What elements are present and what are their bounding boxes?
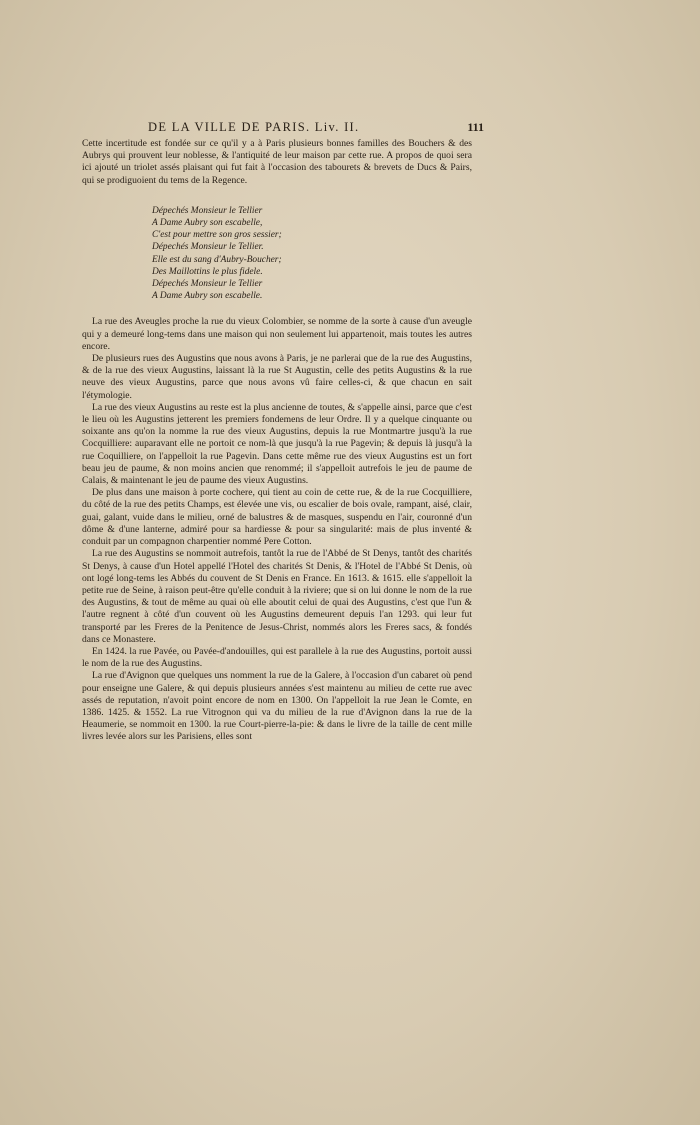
paragraph: La rue des Augustins se nommoit autrefois, tantôt la rue de l'Abbé de St Denys, tantôt des charités St Denys, à cause d'un Hotel appellé l'Hotel des charités St Denis, & l'Hotel de l'Abbé St Denis, où ont logé long-tems les Abbés du couvent de St Denis en France. En 1613. & 1615. elle s'appelloit la petite rue de Seine, à raison peut-être qu'elle conduit à la riviere; que si on lui donne le nom de la rue des Augustins, & tout de même au quai où elle aboutit celui de quai des Augustins, c'est que l'un & l'autre regnent à côté d'un couvent où les Augustins demeurent depuis l'an 1293. qui leur fut transporté par les Freres de la Penitence de Jesus-Christ, nommés alors les Freres sacs, & fondés dans ce Monastere. (82, 548, 472, 645)
verse-line: C'est pour mettre son gros sessier; (152, 230, 282, 241)
running-head-title: DE LA VILLE DE PARIS. Liv. II. (148, 120, 360, 134)
verse-line: A Dame Aubry son escabelle, (152, 218, 263, 229)
paragraph: Cette incertitude est fondée sur ce qu'il y a à Paris plusieurs bonnes familles des Bouchers & des Aubrys qui prouvent leur noblesse, & l'antiquité de leur maison par cette rue. A propos de quoi sera ici ajouté un triolet assés plaisant qui fut fait à l'occasion des tabourets & brevets de Ducs & Pairs, qui se prodiguoient du tems de la Regence. (82, 138, 472, 186)
triolet-verse (152, 205, 472, 303)
body-text-bottom (82, 316, 472, 743)
running-head (82, 120, 484, 136)
verse-line: A Dame Aubry son escabelle. (152, 291, 263, 302)
verse-line: Elle est du sang d'Aubry-Boucher; (152, 254, 282, 265)
paragraph: La rue des Aveugles proche la rue du vieux Colombier, se nomme de la sorte à cause d'un aveugle qui y a demeuré long-tems dans une maison qui non seulement lui appartenoit, mais toutes les autres encore. (82, 316, 472, 352)
verse-line: Des Maillottins le plus fidele. (152, 266, 263, 277)
paragraph: La rue des vieux Augustins au reste est la plus ancienne de toutes, & s'appelle ainsi, parce que c'est le lieu où les Augustins jetterent les premiers fondemens de leur Ordre. Il y a quelque cinquante ou soixante ans qu'on la nomme la rue des vieux Augustins, depuis la rue Montmartre jusqu'à la rue Cocquilliere: auparavant elle ne portoit ce nom-là que jusqu'à la rue Pagevin; & depuis là jusqu'à la rue Coquilliere, on l'appelloit la rue Pagevin. Dans cette même rue des vieux Augustins est un fort beau jeu de paume, & non moins ancien que renommé; il s'appelloit autrefois le jeu de paume de Calais, & maintenant le jeu de paume des vieux Augustins. (82, 401, 472, 487)
verse-line: Dépechés Monsieur le Tellier (152, 279, 263, 290)
paragraph: De plus dans une maison à porte cochere, qui tient au coin de cette rue, & de la rue Cocquilliere, du côté de la rue des petits Champs, est élevée une vis, ou escalier de bois ovale, rampant, aisé, clair, guai, galant, vuide dans le milieu, orné de balustres & de masques, suspendu en l'air, couronné d'un dôme & d'une lanterne, admiré pour sa hardiesse & pour sa singularité: mais de plus inventé & conduit par un compagnon charpentier nommé Pere Cotton. (82, 487, 472, 548)
verse-line: Dépechés Monsieur le Tellier. (152, 242, 264, 253)
paragraph: La rue d'Avignon que quelques uns nomment la rue de la Galere, à l'occasion d'un cabaret où pend pour enseigne une Galere, & qui depuis plusieurs années s'est maintenu au milieu de cette rue avec assés de reputation, n'avoit point encore de nom en 1300. On l'appelloit la rue Jean le Comte, en 1386. 1425. & 1552. La rue Vitrognon qui va du milieu de la rue d'Avignon dans la rue de la Heaumerie, se nommoit en 1300. la rue Court-pierre-la-pie: & dans le livre de la taille de cent mille livres levée alors sur les Parisiens, elles sont (82, 670, 472, 743)
page-number: 111 (467, 120, 484, 134)
book-page (82, 120, 484, 744)
paragraph: De plusieurs rues des Augustins que nous avons à Paris, je ne parlerai que de la rue des Augustins, & de la rue des vieux Augustins, laissant là la rue St Augustin, celle des petits Augustins & la rue neuve des vieux Augustins, parce que nous avons vû faire celles-ci, & que chacun en sait l'étymologie. (82, 353, 472, 401)
verse-line: Dépechés Monsieur le Tellier (152, 205, 263, 216)
body-text-top (82, 138, 472, 187)
paragraph: En 1424. la rue Pavée, ou Pavée-d'andouilles, qui est parallele à la rue des Augustins, portoit aussi le nom de la rue des Augustins. (82, 645, 472, 670)
